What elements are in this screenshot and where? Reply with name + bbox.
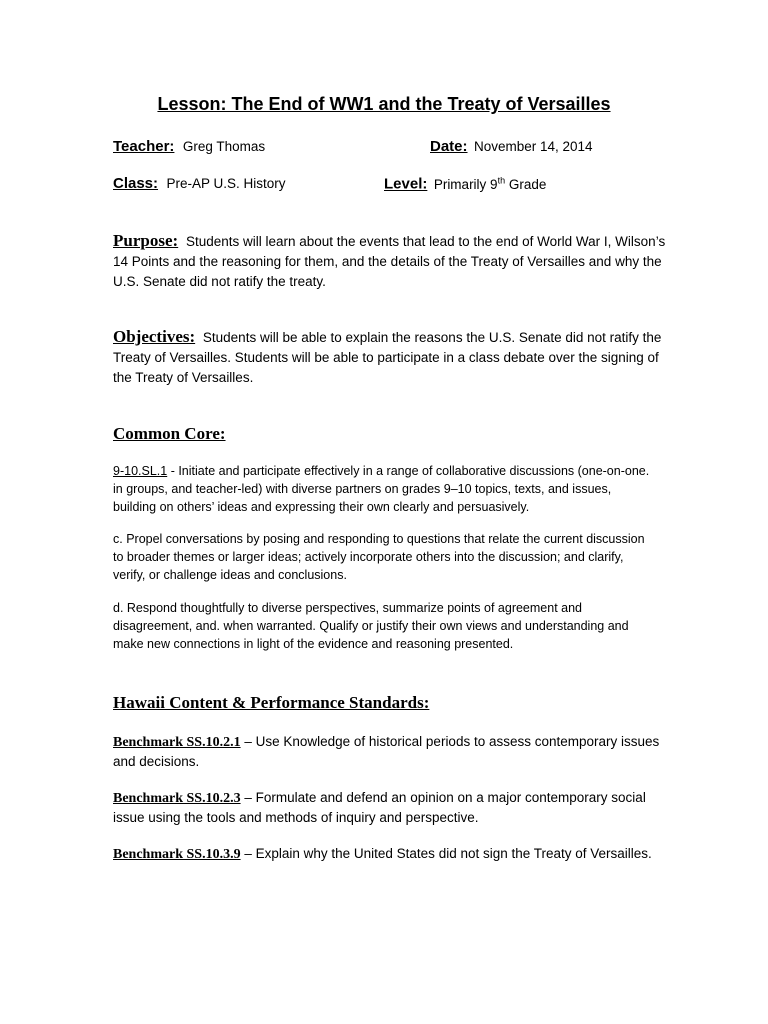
common-core-item-c: c. Propel conversations by posing and responding to questions that relate the current discussion to broader themes or larger ideas; actively incorporate others into the discussion; and clarify, verify, or challenge ideas and conclusions. [113, 532, 645, 582]
common-core-standard [113, 462, 653, 516]
objectives-section [113, 327, 673, 388]
date-row [430, 138, 593, 156]
level-value [434, 177, 547, 192]
teacher-value: Greg Thomas [182, 139, 266, 154]
date-value: November 14, 2014 [473, 139, 593, 154]
class-value: Pre-AP U.S. History [166, 176, 286, 191]
class-label: Class: [113, 175, 159, 192]
benchmark-text: – Explain why the United States did not sign the Treaty of Versailles. [240, 846, 652, 861]
level-value-suffix: Grade [505, 176, 547, 192]
level-row [384, 175, 546, 194]
level-value-superscript: th [497, 175, 506, 185]
common-core-item-d: d. Respond thoughtfully to diverse perspectives, summarize points of agreement and disagreement, and. when warranted. Qualify or justify their own views and understanding and make new connections in light of the evidence and reasoning presented. [113, 601, 629, 651]
benchmark-item [113, 844, 673, 864]
level-value-main: Primarily 9 [433, 176, 498, 192]
purpose-text: Students will learn about the events that lead to the end of World War I, Wilson’s 14 Points and the reasoning for them, and the details of the Treaty of Versailles and why the U.S. Senate did not ratify the treaty. [113, 234, 666, 289]
purpose-section [113, 231, 673, 292]
class-row [113, 175, 286, 193]
benchmark-code: Benchmark SS.10.2.3 [113, 791, 241, 806]
objectives-heading: Objectives: [113, 327, 196, 346]
level-label: Level: [384, 175, 428, 193]
benchmark-code: Benchmark SS.10.2.1 [113, 735, 241, 750]
document-title: Lesson: The End of WW1 and the Treaty of Versailles [157, 94, 611, 114]
purpose-heading: Purpose: [113, 231, 179, 250]
benchmark-item [113, 788, 673, 827]
benchmark-text: – Formulate and defend an opinion on a major contemporary social issue using the tools and methods of inquiry and perspective. [113, 790, 646, 825]
teacher-label: Teacher: [113, 138, 175, 155]
teacher-row [113, 138, 265, 156]
standard-code: 9-10.SL.1 [113, 464, 168, 478]
date-label: Date: [430, 138, 468, 155]
objectives-text: Students will be able to explain the reasons the U.S. Senate did not ratify the Treaty of Versailles. Students will be able to participate in a class debate over the signing of the Treaty of Versailles. [113, 330, 662, 385]
benchmark-item [113, 732, 673, 771]
standard-text: - Initiate and participate effectively in a range of collaborative discussions (one-on-one. in groups, and teacher-led) with diverse partners on grades 9–10 topics, texts, and issues, building on others’ ideas and expressing their own clearly and persuasively. [113, 464, 650, 514]
benchmark-code: Benchmark SS.10.3.9 [113, 847, 241, 862]
common-core-heading: Common Core: [113, 424, 226, 443]
hawaii-standards-heading: Hawaii Content & Performance Standards: [113, 693, 430, 712]
benchmark-text: – Use Knowledge of historical periods to assess contemporary issues and decisions. [113, 734, 660, 769]
